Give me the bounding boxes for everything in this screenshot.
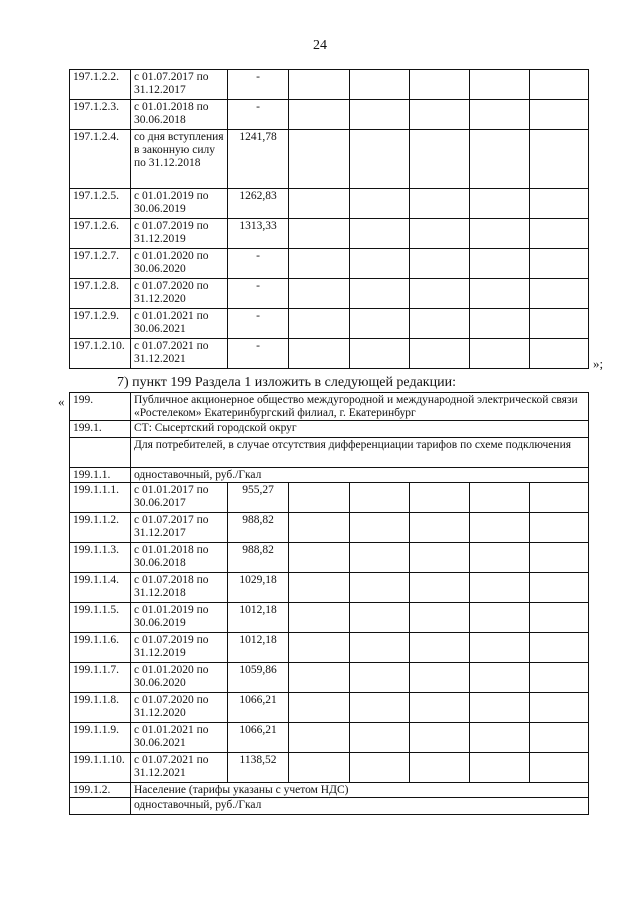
empty-cell [530,723,589,753]
empty-cell [350,603,410,633]
row-number: 199.1.1.8. [70,693,131,723]
row-description: одноставочный, руб./Гкал [131,798,589,815]
tariff-value-cell: 1262,83 [228,189,289,219]
empty-cell [350,723,410,753]
empty-cell [410,189,470,219]
empty-cell [289,309,350,339]
table-row [70,723,589,753]
table-row [70,189,589,219]
row-number: 199.1. [70,421,131,438]
row-number: 197.1.2.5. [70,189,131,219]
row-number: 199.1.1.9. [70,723,131,753]
empty-cell [530,339,589,369]
empty-cell [410,723,470,753]
empty-cell [530,309,589,339]
empty-cell [410,543,470,573]
empty-cell [410,483,470,513]
empty-cell [350,693,410,723]
empty-cell [410,249,470,279]
table-row [70,573,589,603]
empty-cell [350,189,410,219]
period-cell: с 01.01.2020 по 30.06.2020 [131,249,228,279]
tariff-value-cell: - [228,339,289,369]
period-cell: с 01.07.2021 по 31.12.2021 [131,753,228,783]
empty-cell [530,513,589,543]
table-row [70,543,589,573]
empty-cell [530,70,589,100]
empty-cell [530,483,589,513]
row-number: 197.1.2.9. [70,309,131,339]
table-row [70,219,589,249]
empty-cell [470,483,530,513]
empty-cell [410,219,470,249]
row-number [70,798,131,815]
empty-cell [530,189,589,219]
period-cell: с 01.07.2017 по 31.12.2017 [131,513,228,543]
empty-cell [410,339,470,369]
empty-cell [530,633,589,663]
empty-cell [410,633,470,663]
tariff-value-cell: 988,82 [228,543,289,573]
period-cell: с 01.07.2020 по 31.12.2020 [131,279,228,309]
table-row [70,603,589,633]
empty-cell [289,513,350,543]
empty-cell [470,339,530,369]
empty-cell [410,100,470,130]
row-number: 199.1.2. [70,783,131,798]
table-row [70,438,589,468]
empty-cell [470,279,530,309]
page-number: 24 [313,38,327,53]
empty-cell [350,573,410,603]
row-number: 197.1.2.7. [70,249,131,279]
empty-cell [289,249,350,279]
empty-cell [350,100,410,130]
table-row [70,468,589,483]
empty-cell [289,543,350,573]
empty-cell [289,633,350,663]
row-number: 199.1.1.5. [70,603,131,633]
table-row [70,393,589,421]
empty-cell [470,663,530,693]
table-row [70,421,589,438]
row-number: 199.1.1.10. [70,753,131,783]
tariff-value-cell: 1066,21 [228,723,289,753]
empty-cell [410,603,470,633]
empty-cell [470,573,530,603]
row-description: СТ: Сысертский городской округ [131,421,589,438]
empty-cell [470,513,530,543]
period-cell: с 01.01.2018 по 30.06.2018 [131,543,228,573]
tariff-value-cell: 988,82 [228,513,289,543]
table-row [70,100,589,130]
tariff-value-cell: - [228,279,289,309]
period-cell: с 01.01.2019 по 30.06.2019 [131,189,228,219]
tariff-value-cell: 1138,52 [228,753,289,783]
empty-cell [350,543,410,573]
row-number: 199.1.1.2. [70,513,131,543]
row-description: Население (тарифы указаны с учетом НДС) [131,783,589,798]
period-cell: с 01.01.2021 по 30.06.2021 [131,723,228,753]
table-row [70,783,589,798]
empty-cell [470,100,530,130]
tariff-value-cell: 1059,86 [228,663,289,693]
period-cell: с 01.07.2021 по 31.12.2021 [131,339,228,369]
table-row [70,483,589,513]
table-row [70,513,589,543]
empty-cell [410,70,470,100]
tariff-value-cell: - [228,309,289,339]
empty-cell [289,693,350,723]
tariff-table-199 [69,392,589,815]
row-number: 199. [70,393,131,421]
empty-cell [410,693,470,723]
tariff-value-cell: 1012,18 [228,603,289,633]
empty-cell [470,189,530,219]
empty-cell [350,279,410,309]
opening-quote-mark: « [58,394,65,409]
period-cell: с 01.07.2020 по 31.12.2020 [131,693,228,723]
empty-cell [289,100,350,130]
empty-cell [530,753,589,783]
empty-cell [410,573,470,603]
row-number: 197.1.2.6. [70,219,131,249]
empty-cell [350,249,410,279]
row-number: 199.1.1.4. [70,573,131,603]
period-cell: с 01.01.2020 по 30.06.2020 [131,663,228,693]
empty-cell [289,130,350,189]
empty-cell [350,309,410,339]
empty-cell [530,100,589,130]
row-number: 199.1.1.3. [70,543,131,573]
empty-cell [530,663,589,693]
empty-cell [470,249,530,279]
table-row [70,339,589,369]
empty-cell [530,219,589,249]
period-cell: с 01.01.2018 по 30.06.2018 [131,100,228,130]
empty-cell [350,339,410,369]
period-cell: со дня вступления в законную силу по 31.12.2018 [131,130,228,189]
period-cell: с 01.01.2021 по 30.06.2021 [131,309,228,339]
empty-cell [470,693,530,723]
empty-cell [289,663,350,693]
empty-cell [350,130,410,189]
empty-cell [289,573,350,603]
tariff-value-cell: 1029,18 [228,573,289,603]
period-cell: с 01.07.2019 по 31.12.2019 [131,633,228,663]
table-row [70,663,589,693]
closing-quote-mark: »; [593,356,604,371]
tariff-value-cell: 955,27 [228,483,289,513]
empty-cell [530,543,589,573]
row-description: Публичное акционерное общество междугородной и международной электрической связи «Ростелеком» Екатеринбургский филиал, г. Екатеринбург [131,393,589,421]
empty-cell [470,219,530,249]
row-number: 197.1.2.10. [70,339,131,369]
empty-cell [289,279,350,309]
period-cell: с 01.07.2019 по 31.12.2019 [131,219,228,249]
empty-cell [410,309,470,339]
period-cell: с 01.01.2019 по 30.06.2019 [131,603,228,633]
period-cell: с 01.01.2017 по 30.06.2017 [131,483,228,513]
empty-cell [470,543,530,573]
empty-cell [410,663,470,693]
amendment-instruction: 7) пункт 199 Раздела 1 изложить в следующей редакции: [117,375,456,390]
empty-cell [289,339,350,369]
empty-cell [470,723,530,753]
row-description: Для потребителей, в случае отсутствия дифференциации тарифов по схеме подключения [131,438,589,468]
empty-cell [470,603,530,633]
empty-cell [350,219,410,249]
row-number [70,438,131,468]
table-row [70,130,589,189]
row-number: 199.1.1.1. [70,483,131,513]
empty-cell [289,70,350,100]
table-row [70,249,589,279]
empty-cell [530,249,589,279]
table-row [70,753,589,783]
period-cell: с 01.07.2018 по 31.12.2018 [131,573,228,603]
tariff-table-197 [69,69,589,369]
empty-cell [289,219,350,249]
period-cell: с 01.07.2017 по 31.12.2017 [131,70,228,100]
row-number: 199.1.1.7. [70,663,131,693]
table-row [70,798,589,815]
empty-cell [470,753,530,783]
empty-cell [289,723,350,753]
tariff-value-cell: 1066,21 [228,693,289,723]
empty-cell [410,753,470,783]
empty-cell [289,603,350,633]
row-number: 197.1.2.4. [70,130,131,189]
empty-cell [289,189,350,219]
empty-cell [530,603,589,633]
empty-cell [350,633,410,663]
row-number: 197.1.2.3. [70,100,131,130]
row-number: 197.1.2.2. [70,70,131,100]
empty-cell [350,753,410,783]
tariff-value-cell: 1241,78 [228,130,289,189]
tariff-value-cell: 1313,33 [228,219,289,249]
tariff-value-cell: - [228,100,289,130]
empty-cell [350,483,410,513]
empty-cell [350,513,410,543]
row-number: 199.1.1.6. [70,633,131,663]
empty-cell [530,279,589,309]
tariff-value-cell: - [228,249,289,279]
empty-cell [530,130,589,189]
table-row [70,309,589,339]
table-row [70,693,589,723]
row-number: 197.1.2.8. [70,279,131,309]
empty-cell [410,279,470,309]
table-row [70,633,589,663]
table-row [70,70,589,100]
empty-cell [470,70,530,100]
empty-cell [350,663,410,693]
empty-cell [530,573,589,603]
tariff-value-cell: - [228,70,289,100]
tariff-value-cell: 1012,18 [228,633,289,663]
empty-cell [470,633,530,663]
empty-cell [410,130,470,189]
row-number: 199.1.1. [70,468,131,483]
table-row [70,279,589,309]
empty-cell [470,309,530,339]
empty-cell [530,693,589,723]
empty-cell [470,130,530,189]
empty-cell [289,753,350,783]
empty-cell [289,483,350,513]
empty-cell [350,70,410,100]
empty-cell [410,513,470,543]
row-description: одноставочный, руб./Гкал [131,468,589,483]
